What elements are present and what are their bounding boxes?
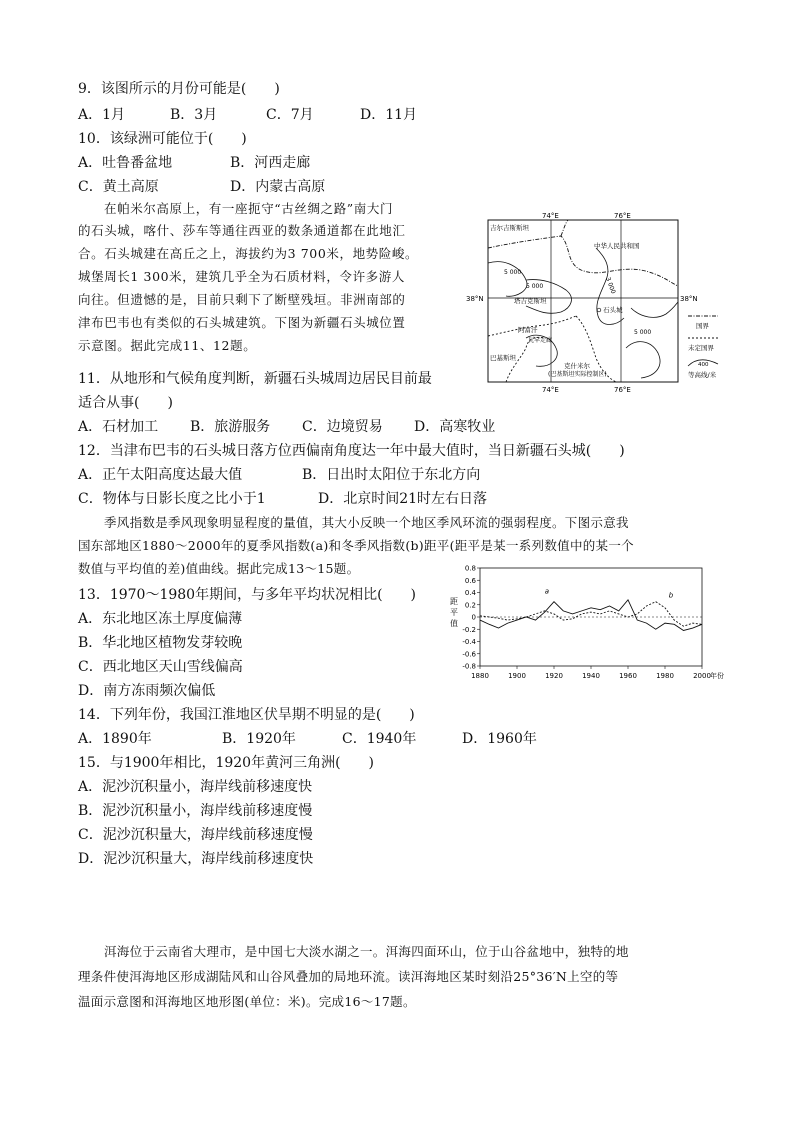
map-label-afghanistan: 阿富汗 bbox=[518, 326, 538, 334]
passage1-line: 示意图。据此完成11、12题。 bbox=[78, 338, 257, 353]
x-tick-label: 2000 bbox=[693, 672, 711, 680]
y-axis-label: 值 bbox=[450, 619, 458, 628]
contour-value: 5 000 bbox=[504, 269, 522, 276]
q9-option-c: C．7月 bbox=[266, 107, 314, 123]
lon-label-76-bottom: 76°E bbox=[614, 386, 631, 394]
q15-stem: 15．与1900年相比，1920年黄河三角洲( ) bbox=[78, 755, 374, 771]
q12-option-c: C．物体与日影长度之比小于1 bbox=[78, 491, 266, 507]
q14-option-d: D．1960年 bbox=[462, 731, 537, 747]
q9-stem: 9．该图所示的月份可能是( ) bbox=[78, 81, 280, 97]
stone-city-marker bbox=[597, 308, 601, 312]
q14-stem: 14．下列年份，我国江淮地区伏旱期不明显的是( ) bbox=[78, 707, 415, 723]
series-b-label: b bbox=[668, 591, 674, 600]
passage3-line: 洱海位于云南省大理市，是中国七大淡水湖之一。洱海四面环山，位于山谷盆地中，独特的地 bbox=[104, 944, 629, 959]
y-tick-label: -0.4 bbox=[462, 638, 476, 646]
q9-option-b: B．3月 bbox=[170, 107, 218, 123]
national-border bbox=[488, 236, 678, 286]
y-tick-label: 0.4 bbox=[464, 589, 476, 597]
series-a-line bbox=[480, 600, 702, 631]
q15-option-b: B．泥沙沉积量小，海岸线前移速度慢 bbox=[78, 803, 313, 819]
map-label-pakistan: 巴基斯坦 bbox=[490, 354, 516, 362]
q11-option-d: D．高寒牧业 bbox=[414, 419, 496, 435]
stone-city-map bbox=[466, 208, 736, 394]
map-label-wakhan: 瓦罕走廊 bbox=[528, 337, 553, 344]
q15-option-a: A．泥沙沉积量小，海岸线前移速度快 bbox=[78, 779, 313, 795]
y-tick-label: -0.6 bbox=[462, 650, 476, 659]
q10-option-a: A．吐鲁番盆地 bbox=[78, 155, 173, 171]
q14-option-b: B．1920年 bbox=[222, 731, 296, 747]
contour-line bbox=[626, 342, 660, 378]
q10-option-d: D．内蒙古高原 bbox=[230, 179, 326, 195]
y-tick-label: 0 bbox=[471, 613, 476, 622]
passage1-line: 在帕米尔高原上，有一座扼守“古丝绸之路”南大门 bbox=[104, 201, 394, 216]
y-tick-label: 0.6 bbox=[464, 576, 476, 585]
x-tick-label: 1920 bbox=[545, 672, 563, 680]
y-tick-label: -0.2 bbox=[462, 625, 476, 634]
passage1-line: 城堡周长1 300米，建筑几乎全为石质材料，令许多游人 bbox=[78, 269, 405, 284]
y-tick-label: 0.8 bbox=[464, 564, 476, 573]
map-label-stone-city: 石头城 bbox=[603, 306, 623, 314]
map-label-tajikistan: 塔吉克斯坦 bbox=[514, 297, 547, 305]
q13-option-c: C．西北地区天山雪线偏高 bbox=[78, 659, 243, 675]
chart-labels bbox=[545, 588, 674, 600]
q9-option-a: A．1月 bbox=[78, 107, 126, 123]
contour-line bbox=[488, 262, 527, 297]
lon-label-74: 74°E bbox=[542, 212, 559, 220]
q14-option-c: C．1940年 bbox=[342, 731, 417, 747]
lon-label-74-bottom: 74°E bbox=[542, 386, 559, 394]
x-tick-label: 1980 bbox=[656, 672, 674, 680]
x-tick-label: 1940 bbox=[582, 672, 600, 680]
q15-option-d: D．泥沙沉积量大，海岸线前移速度快 bbox=[78, 851, 314, 867]
monsoon-index-chart bbox=[440, 562, 740, 684]
lat-label-left: 38°N bbox=[466, 295, 484, 303]
q11-stem-line2: 适合从事( ) bbox=[78, 395, 173, 411]
q10-option-b: B．河西走廊 bbox=[230, 155, 311, 171]
legend-contour: 等高线/米 bbox=[688, 371, 717, 379]
series-a-label: a bbox=[544, 587, 550, 596]
q12-option-d: D．北京时间21时左右日落 bbox=[318, 491, 488, 507]
chart-axes bbox=[450, 565, 724, 681]
passage1-line: 的石头城，喀什、莎车等通往西亚的数条通道都在此地汇 bbox=[78, 223, 406, 238]
q9-option-d: D．11月 bbox=[360, 107, 418, 123]
q15-option-c: C．泥沙沉积量大，海岸线前移速度慢 bbox=[78, 827, 313, 843]
passage3-line: 温面示意图和洱海地区地形图(单位：米)。完成16～17题。 bbox=[78, 994, 416, 1009]
map-label-china: 中华人民共和国 bbox=[594, 242, 640, 250]
q12-stem: 12．当津布巴韦的石头城日落方位西偏南角度达一年中最大值时，当日新疆石头城( ) bbox=[78, 443, 625, 459]
q13-stem: 13．1970～1980年期间，与多年平均状况相比( ) bbox=[78, 587, 416, 603]
map-label-kashmir: 克什米尔 bbox=[564, 362, 590, 370]
passage1-line: 合。石头城建在高丘之上，海拔约为3 700米，地势险峻。 bbox=[78, 246, 419, 261]
passage3-line: 理条件使洱海地区形成湖陆风和山谷风叠加的局地环流。读洱海地区某时刻沿25°36′N上空的等 bbox=[78, 969, 619, 984]
q10-stem: 10．该绿洲可能位于( ) bbox=[78, 131, 247, 147]
q14-option-a: A．1890年 bbox=[78, 731, 152, 747]
national-border bbox=[561, 220, 568, 236]
contour-value: 3 000 bbox=[604, 276, 617, 295]
x-tick-label: 1900 bbox=[508, 672, 526, 680]
legend-undetermined-border: 未定国界 bbox=[688, 344, 714, 352]
passage1-line: 向往。但遗憾的是，目前只剩下了断壁残垣。非洲南部的 bbox=[78, 292, 406, 307]
contour-value: 5 000 bbox=[634, 329, 652, 336]
q11-stem-line1: 11．从地形和气候角度判断，新疆石头城周边居民目前最 bbox=[78, 371, 432, 387]
q12-option-a: A．正午太阳高度达最大值 bbox=[78, 467, 243, 483]
x-axis-unit: 年份 bbox=[710, 672, 724, 680]
x-tick-label: 1880 bbox=[471, 672, 489, 680]
series-b-line bbox=[480, 602, 702, 627]
x-tick-label: 1960 bbox=[619, 672, 637, 680]
legend-national-border: 国界 bbox=[696, 322, 709, 330]
y-axis-label: 平 bbox=[450, 608, 458, 617]
contour-line bbox=[631, 302, 678, 317]
passage2-line: 季风指数是季风现象明显程度的量值，其大小反映一个地区季风环流的强弱程度。下图示意我 bbox=[104, 515, 629, 530]
y-tick-label: 0.2 bbox=[464, 601, 476, 610]
y-tick-label: -0.8 bbox=[462, 662, 476, 671]
q13-option-d: D．南方冻雨频次偏低 bbox=[78, 683, 216, 699]
q10-option-c: C．黄土高原 bbox=[78, 179, 159, 195]
passage2-line: 国东部地区1880～2000年的夏季风指数(a)和冬季风指数(b)距平(距平是某一系列数值中的某一个 bbox=[78, 538, 634, 553]
y-axis-label: 距 bbox=[450, 597, 458, 606]
passage1-line: 津布巴韦也有类似的石头城建筑。下图为新疆石头城位置 bbox=[78, 315, 406, 330]
legend-contour-value: 400 bbox=[698, 362, 709, 368]
chart-series bbox=[480, 600, 702, 631]
contour-value: 5 000 bbox=[526, 283, 544, 290]
q11-option-b: B．旅游服务 bbox=[190, 419, 271, 435]
passage2-line: 数值与平均值的差)值曲线。据此完成13～15题。 bbox=[78, 561, 360, 576]
q11-option-a: A．石材加工 bbox=[78, 419, 159, 435]
lon-label-76: 76°E bbox=[614, 212, 631, 220]
map-label-kashmir-note: (巴基斯坦实际控制区) bbox=[548, 371, 607, 378]
q12-option-b: B．日出时太阳位于东北方向 bbox=[302, 467, 481, 483]
lat-label-right: 38°N bbox=[680, 295, 698, 303]
q13-option-b: B．华北地区植物发芽较晚 bbox=[78, 635, 243, 651]
q13-option-a: A．东北地区冻土厚度偏薄 bbox=[78, 611, 243, 627]
q11-option-c: C．边境贸易 bbox=[302, 419, 383, 435]
map-label-kyrgyzstan: 吉尔吉斯斯坦 bbox=[490, 224, 529, 232]
